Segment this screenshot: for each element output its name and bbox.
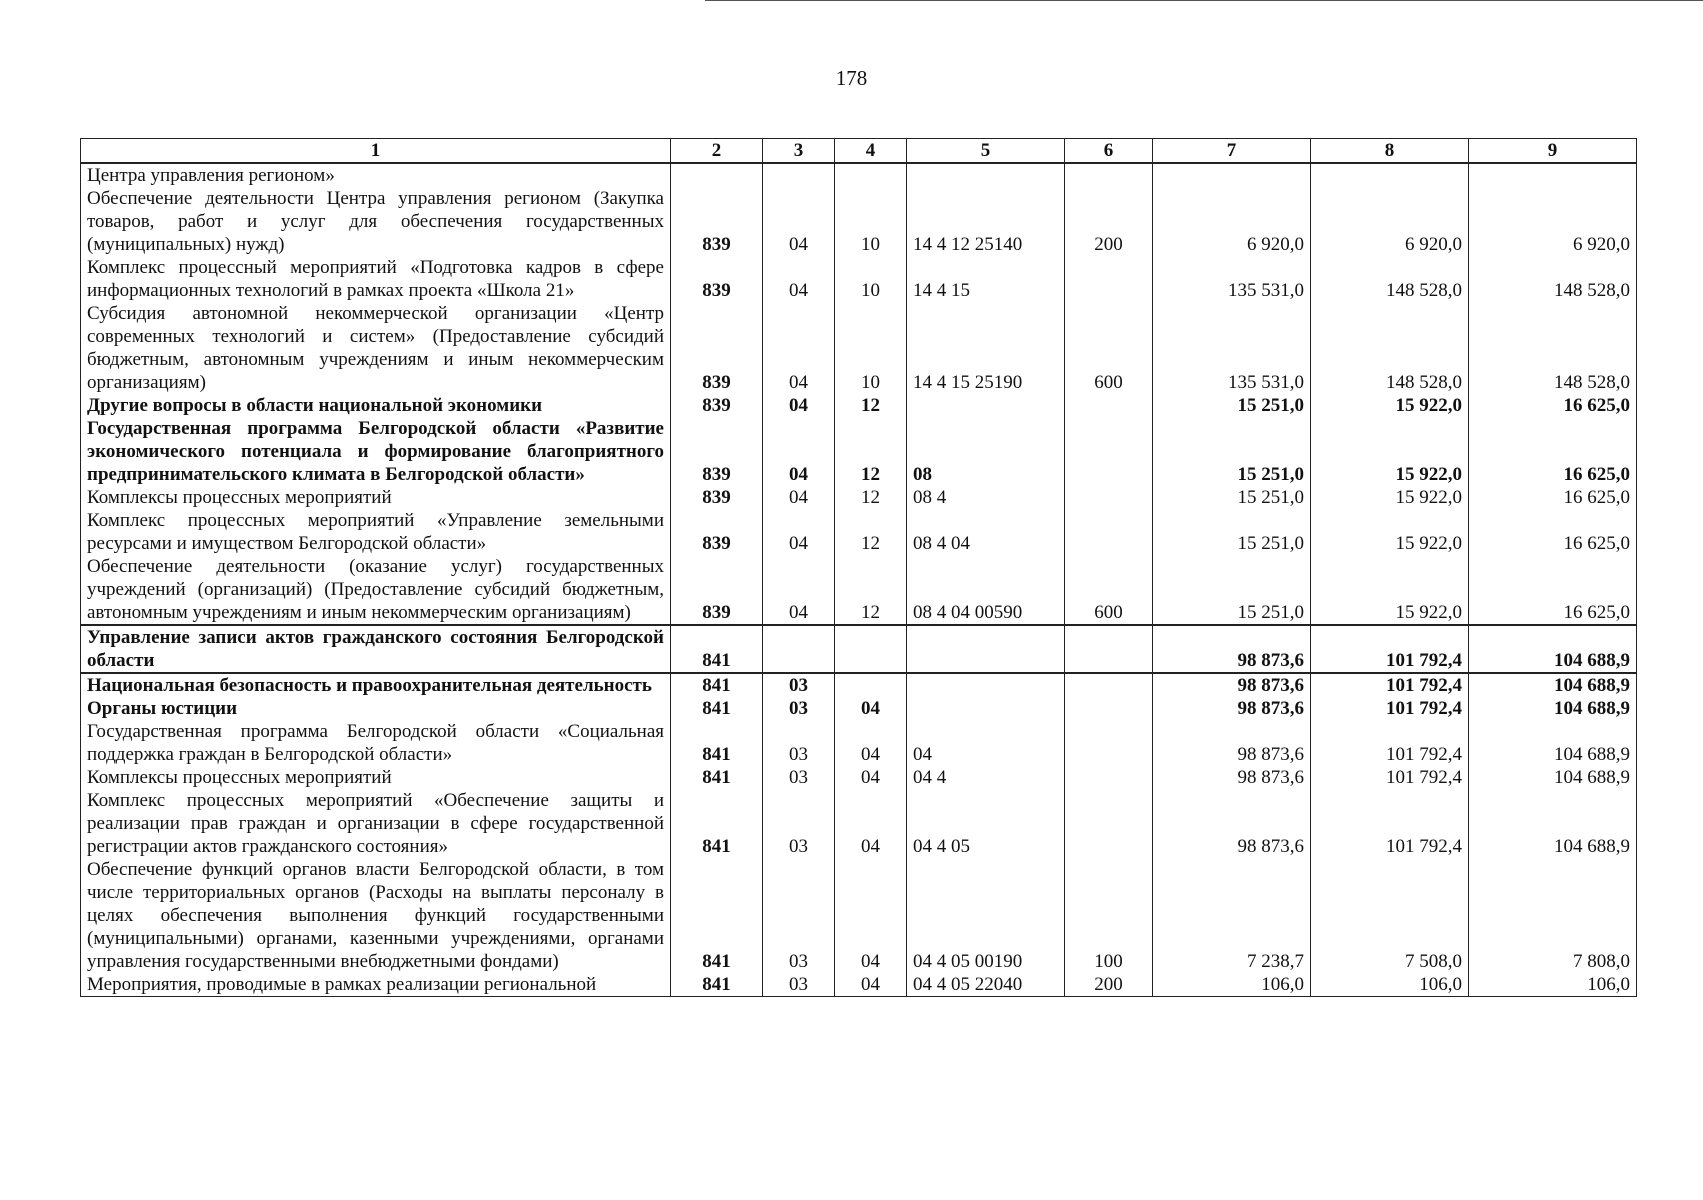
table-row: [81, 394, 1637, 417]
row-c3-cell: 04: [763, 555, 835, 625]
page-number: 178: [835, 66, 868, 90]
header-col-8: 8: [1311, 139, 1469, 164]
row-name-cell: Обеспечение деятельности Центра управления регионом (Закупка товаров, работ и услуг для обеспечения государственных (муниципальных) нужд): [81, 187, 671, 256]
row-c8-cell: 6 920,0: [1311, 187, 1469, 256]
row-name-cell: Национальная безопасность и правоохранительная деятельность: [81, 673, 671, 697]
row-c4-cell: 04: [835, 789, 907, 858]
row-c6-cell: [1065, 697, 1153, 720]
header-col-3: 3: [763, 139, 835, 164]
row-name-cell: Органы юстиции: [81, 697, 671, 720]
table-row: [81, 973, 1637, 997]
row-name-cell: Государственная программа Белгородской области «Социальная поддержка граждан в Белгородской области»: [81, 720, 671, 766]
row-c5-cell: 08: [907, 417, 1065, 486]
row-c9-cell: 16 625,0: [1469, 394, 1637, 417]
row-name-cell: Государственная программа Белгородской области «Развитие экономического потенциала и формирование благоприятного предпринимательского климата в Белгородской области»: [81, 417, 671, 486]
row-c3-cell: [763, 625, 835, 673]
row-c2-cell: 839: [671, 256, 763, 302]
row-c8-cell: 15 922,0: [1311, 555, 1469, 625]
row-c2-cell: [671, 163, 763, 187]
row-c9-cell: 148 528,0: [1469, 302, 1637, 394]
row-name-cell: Управление записи актов гражданского состояния Белгородской области: [81, 625, 671, 673]
row-c7-cell: 98 873,6: [1153, 720, 1311, 766]
row-c4-cell: 10: [835, 187, 907, 256]
table-row: [81, 697, 1637, 720]
header-col-9: 9: [1469, 139, 1637, 164]
row-c4-cell: 04: [835, 973, 907, 997]
table-row: [81, 163, 1637, 187]
row-c5-cell: [907, 697, 1065, 720]
row-c5-cell: 04 4 05: [907, 789, 1065, 858]
top-rule: [705, 0, 1703, 1]
row-c6-cell: [1065, 394, 1153, 417]
row-c7-cell: 135 531,0: [1153, 256, 1311, 302]
row-c6-cell: 100: [1065, 858, 1153, 973]
row-c4-cell: 12: [835, 509, 907, 555]
row-c5-cell: 14 4 12 25140: [907, 187, 1065, 256]
row-c4-cell: 12: [835, 486, 907, 509]
row-c2-cell: 841: [671, 789, 763, 858]
row-c2-cell: 839: [671, 394, 763, 417]
row-c9-cell: 104 688,9: [1469, 789, 1637, 858]
row-c7-cell: 98 873,6: [1153, 697, 1311, 720]
row-name-cell: Субсидия автономной некоммерческой организации «Центр современных технологий и систем» (Предоставление субсидий бюджетным, автономным учреждениям и иным некоммерческим организациям): [81, 302, 671, 394]
header-row: [81, 139, 1637, 164]
row-c5-cell: 04 4 05 22040: [907, 973, 1065, 997]
row-c3-cell: [763, 163, 835, 187]
row-c6-cell: [1065, 720, 1153, 766]
row-c5-cell: [907, 394, 1065, 417]
row-c7-cell: 6 920,0: [1153, 187, 1311, 256]
row-c9-cell: 104 688,9: [1469, 766, 1637, 789]
row-c2-cell: 841: [671, 766, 763, 789]
row-c4-cell: 04: [835, 697, 907, 720]
row-c6-cell: [1065, 789, 1153, 858]
row-c4-cell: 10: [835, 256, 907, 302]
row-c5-cell: 04: [907, 720, 1065, 766]
row-c2-cell: 839: [671, 486, 763, 509]
row-c3-cell: 04: [763, 394, 835, 417]
row-c3-cell: 04: [763, 302, 835, 394]
header-col-6: 6: [1065, 139, 1153, 164]
row-c2-cell: 839: [671, 555, 763, 625]
row-c3-cell: 04: [763, 256, 835, 302]
row-c4-cell: 04: [835, 720, 907, 766]
header-col-7: 7: [1153, 139, 1311, 164]
table-row: [81, 720, 1637, 766]
row-name-cell: Комплекс процессных мероприятий «Управление земельными ресурсами и имуществом Белгородской области»: [81, 509, 671, 555]
row-c7-cell: [1153, 163, 1311, 187]
row-c6-cell: 600: [1065, 302, 1153, 394]
row-c4-cell: [835, 163, 907, 187]
table-row: [81, 187, 1637, 256]
row-c7-cell: 15 251,0: [1153, 509, 1311, 555]
row-c7-cell: 15 251,0: [1153, 417, 1311, 486]
row-c9-cell: 16 625,0: [1469, 417, 1637, 486]
row-c4-cell: 04: [835, 766, 907, 789]
row-name-cell: Мероприятия, проводимые в рамках реализации региональной: [81, 973, 671, 997]
row-c7-cell: 106,0: [1153, 973, 1311, 997]
row-c6-cell: [1065, 417, 1153, 486]
row-c5-cell: 08 4 04: [907, 509, 1065, 555]
table-row: [81, 509, 1637, 555]
row-c8-cell: 101 792,4: [1311, 673, 1469, 697]
row-c6-cell: [1065, 256, 1153, 302]
row-c8-cell: 101 792,4: [1311, 766, 1469, 789]
header-col-1: 1: [81, 139, 671, 164]
row-c6-cell: [1065, 486, 1153, 509]
row-c3-cell: 03: [763, 973, 835, 997]
row-c3-cell: 03: [763, 766, 835, 789]
row-c6-cell: 600: [1065, 555, 1153, 625]
row-c6-cell: 200: [1065, 187, 1153, 256]
row-c8-cell: 101 792,4: [1311, 625, 1469, 673]
row-c7-cell: 7 238,7: [1153, 858, 1311, 973]
row-c9-cell: 16 625,0: [1469, 555, 1637, 625]
row-c8-cell: 15 922,0: [1311, 417, 1469, 486]
row-c9-cell: 104 688,9: [1469, 697, 1637, 720]
row-c8-cell: 15 922,0: [1311, 509, 1469, 555]
row-c4-cell: 12: [835, 417, 907, 486]
row-c9-cell: 148 528,0: [1469, 256, 1637, 302]
row-c5-cell: 04 4: [907, 766, 1065, 789]
row-c9-cell: [1469, 163, 1637, 187]
row-c8-cell: 101 792,4: [1311, 789, 1469, 858]
row-name-cell: Обеспечение деятельности (оказание услуг) государственных учреждений (организаций) (Предоставление субсидий бюджетным, автономным учреждениям и иным некоммерческим организациям): [81, 555, 671, 625]
row-c8-cell: 15 922,0: [1311, 394, 1469, 417]
row-c3-cell: 04: [763, 187, 835, 256]
row-c6-cell: [1065, 163, 1153, 187]
row-c5-cell: 14 4 15 25190: [907, 302, 1065, 394]
row-c5-cell: 14 4 15: [907, 256, 1065, 302]
row-name-cell: Обеспечение функций органов власти Белгородской области, в том числе территориальных органов (Расходы на выплаты персоналу в целях обеспечения выполнения функций государственными (муниципальными) органами, казенными учреждениями, органами управления государственными внебюджетными фондами): [81, 858, 671, 973]
row-c7-cell: 98 873,6: [1153, 625, 1311, 673]
row-c3-cell: 04: [763, 509, 835, 555]
table-row: [81, 417, 1637, 486]
row-c2-cell: 841: [671, 673, 763, 697]
row-c4-cell: 04: [835, 858, 907, 973]
table-row: [81, 256, 1637, 302]
row-name-cell: Центра управления регионом»: [81, 163, 671, 187]
row-c2-cell: 839: [671, 509, 763, 555]
row-c3-cell: 03: [763, 697, 835, 720]
row-c8-cell: 101 792,4: [1311, 720, 1469, 766]
row-name-cell: Комплексы процессных мероприятий: [81, 766, 671, 789]
row-c4-cell: 12: [835, 394, 907, 417]
row-c3-cell: 03: [763, 858, 835, 973]
row-c3-cell: 04: [763, 417, 835, 486]
row-name-cell: Комплексы процессных мероприятий: [81, 486, 671, 509]
row-c2-cell: 841: [671, 625, 763, 673]
table-row: [81, 766, 1637, 789]
table-row: [81, 555, 1637, 625]
row-c2-cell: 839: [671, 302, 763, 394]
row-c7-cell: 135 531,0: [1153, 302, 1311, 394]
table-row: [81, 789, 1637, 858]
row-c5-cell: [907, 163, 1065, 187]
row-c6-cell: 200: [1065, 973, 1153, 997]
row-c8-cell: [1311, 163, 1469, 187]
row-c8-cell: 148 528,0: [1311, 256, 1469, 302]
row-c5-cell: 08 4: [907, 486, 1065, 509]
row-c9-cell: 16 625,0: [1469, 486, 1637, 509]
row-c9-cell: 106,0: [1469, 973, 1637, 997]
row-c9-cell: 7 808,0: [1469, 858, 1637, 973]
row-c7-cell: 15 251,0: [1153, 394, 1311, 417]
row-name-cell: Комплекс процессных мероприятий «Обеспечение защиты и реализации прав граждан и организации в сфере государственной регистрации актов гражданского состояния»: [81, 789, 671, 858]
row-c4-cell: 12: [835, 555, 907, 625]
row-c5-cell: [907, 625, 1065, 673]
table-row: [81, 625, 1637, 673]
row-name-cell: Другие вопросы в области национальной экономики: [81, 394, 671, 417]
row-c3-cell: 03: [763, 673, 835, 697]
table-row: [81, 673, 1637, 697]
table-row: [81, 486, 1637, 509]
row-name-cell: Комплекс процессный мероприятий «Подготовка кадров в сфере информационных технологий в рамках проекта «Школа 21»: [81, 256, 671, 302]
row-c4-cell: 10: [835, 302, 907, 394]
row-c8-cell: 101 792,4: [1311, 697, 1469, 720]
row-c4-cell: [835, 673, 907, 697]
row-c9-cell: 104 688,9: [1469, 720, 1637, 766]
row-c6-cell: [1065, 673, 1153, 697]
row-c9-cell: 16 625,0: [1469, 509, 1637, 555]
row-c7-cell: 98 873,6: [1153, 789, 1311, 858]
row-c3-cell: 04: [763, 486, 835, 509]
row-c2-cell: 839: [671, 187, 763, 256]
row-c6-cell: [1065, 509, 1153, 555]
row-c5-cell: 08 4 04 00590: [907, 555, 1065, 625]
table-row: [81, 858, 1637, 973]
row-c6-cell: [1065, 625, 1153, 673]
row-c3-cell: 03: [763, 720, 835, 766]
header-col-5: 5: [907, 139, 1065, 164]
row-c8-cell: 148 528,0: [1311, 302, 1469, 394]
row-c8-cell: 15 922,0: [1311, 486, 1469, 509]
row-c7-cell: 15 251,0: [1153, 486, 1311, 509]
row-c7-cell: 98 873,6: [1153, 766, 1311, 789]
row-c2-cell: 841: [671, 697, 763, 720]
row-c2-cell: 841: [671, 973, 763, 997]
row-c3-cell: 03: [763, 789, 835, 858]
row-c7-cell: 98 873,6: [1153, 673, 1311, 697]
row-c4-cell: [835, 625, 907, 673]
row-c5-cell: 04 4 05 00190: [907, 858, 1065, 973]
header-col-4: 4: [835, 139, 907, 164]
row-c9-cell: 104 688,9: [1469, 625, 1637, 673]
row-c9-cell: 6 920,0: [1469, 187, 1637, 256]
row-c9-cell: 104 688,9: [1469, 673, 1637, 697]
row-c5-cell: [907, 673, 1065, 697]
table-row: [81, 302, 1637, 394]
row-c8-cell: 7 508,0: [1311, 858, 1469, 973]
row-c6-cell: [1065, 766, 1153, 789]
row-c2-cell: 841: [671, 858, 763, 973]
row-c7-cell: 15 251,0: [1153, 555, 1311, 625]
row-c2-cell: 839: [671, 417, 763, 486]
header-col-2: 2: [671, 139, 763, 164]
budget-table: [80, 138, 1637, 997]
row-c8-cell: 106,0: [1311, 973, 1469, 997]
row-c2-cell: 841: [671, 720, 763, 766]
